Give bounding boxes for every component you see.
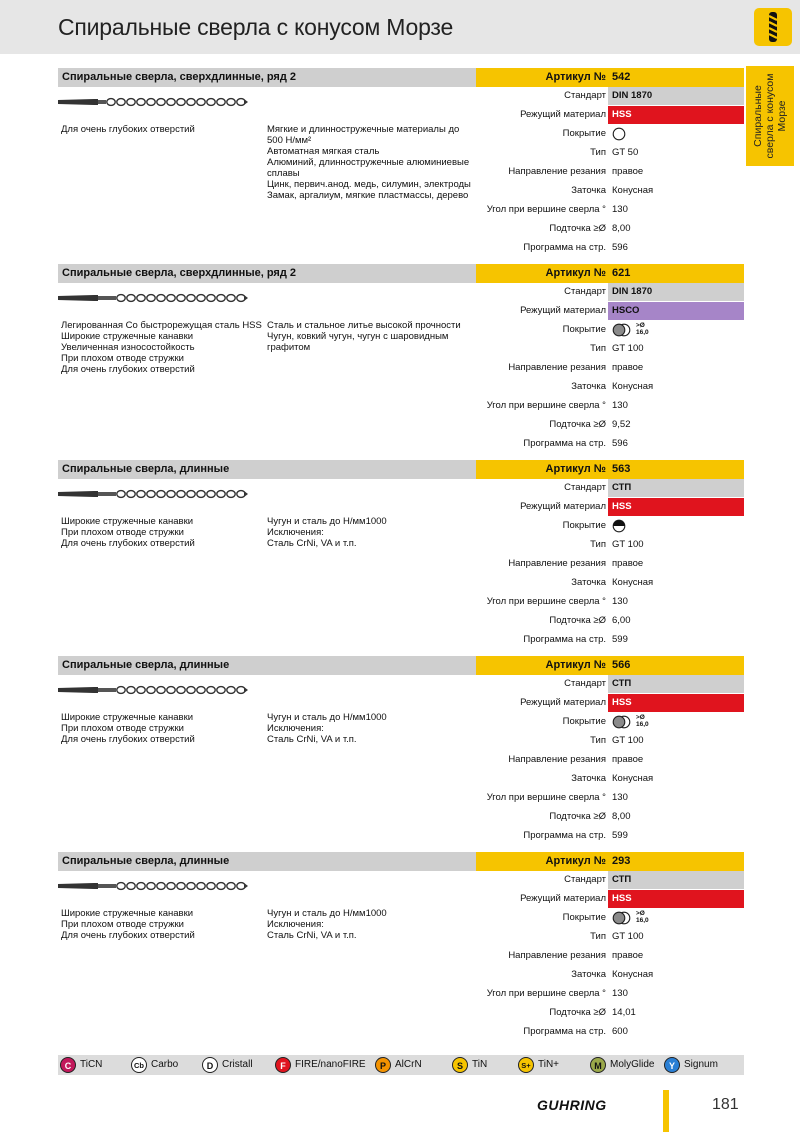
coating-badge-icon: F <box>275 1057 291 1073</box>
grind-value: Конусная <box>612 381 654 392</box>
application-notes <box>61 320 266 375</box>
spec-row-angle <box>476 397 744 415</box>
spec-label: Подточка ≥Ø <box>549 419 606 430</box>
application-note: Широкие стружечные канавки <box>61 516 194 527</box>
spec-row-standard <box>476 675 744 693</box>
material-notes <box>267 908 479 941</box>
spec-row-program <box>476 631 744 649</box>
article-label: Артикул № <box>545 463 606 475</box>
spec-label: Программа на стр. <box>523 242 606 253</box>
article-number[interactable]: 563 <box>612 463 631 475</box>
coating-badge-icon: Y <box>664 1057 680 1073</box>
grind-value: Конусная <box>612 773 654 784</box>
standard-value: DIN 1870 <box>612 90 653 101</box>
material-notes <box>267 516 479 549</box>
drill-illustration-icon <box>58 879 250 897</box>
material-note: Алюминий, длинностружечные алюминиевые <box>267 157 470 168</box>
material-note: Чугун и сталь до Н/мм1000 <box>267 908 387 919</box>
direction-value: правое <box>612 166 644 177</box>
spec-label: Программа на стр. <box>523 830 606 841</box>
spec-label: Покрытие <box>562 128 606 139</box>
spec-label: Стандарт <box>564 482 606 493</box>
program-value: 599 <box>612 634 628 645</box>
coating-threshold: >Ø 16,0 <box>636 322 649 336</box>
spec-row-grind <box>476 770 744 788</box>
sharpen-value: 8,00 <box>612 811 631 822</box>
legend-label: TiN+ <box>538 1059 560 1070</box>
sharpen-value: 8,00 <box>612 223 631 234</box>
type-value: GT 100 <box>612 735 644 746</box>
spec-row-grind <box>476 378 744 396</box>
program-value: 596 <box>612 242 628 253</box>
coating-badge-icon: P <box>375 1057 391 1073</box>
article-label: Артикул № <box>545 71 606 83</box>
material-note: сплавы <box>267 168 300 179</box>
spec-row-sharpen <box>476 808 744 826</box>
spec-label: Заточка <box>571 185 606 196</box>
spec-label: Тип <box>590 343 606 354</box>
side-tab-label: Спиральные сверла с конусом Морзе <box>752 73 788 159</box>
grind-value: Конусная <box>612 185 654 196</box>
type-value: GT 100 <box>612 539 644 550</box>
legend-label: Signum <box>684 1059 718 1070</box>
coating-threshold: >Ø 16,0 <box>636 714 649 728</box>
spec-label: Покрытие <box>562 912 606 923</box>
spec-row-direction <box>476 359 744 377</box>
spec-row-coating <box>476 321 744 339</box>
material-note: Исключения: <box>267 527 324 538</box>
spec-label: Заточка <box>571 969 606 980</box>
spec-row-material <box>476 498 744 516</box>
spec-row-coating <box>476 125 744 143</box>
spec-row-angle <box>476 789 744 807</box>
spec-row-direction <box>476 751 744 769</box>
spec-label: Подточка ≥Ø <box>549 1007 606 1018</box>
grind-value: Конусная <box>612 577 654 588</box>
spec-row-direction <box>476 555 744 573</box>
direction-value: правое <box>612 754 644 765</box>
legend-label: MolyGlide <box>610 1059 655 1070</box>
spec-label: Режущий материал <box>520 501 606 512</box>
material-value-box <box>608 302 744 320</box>
standard-value-box <box>608 87 744 105</box>
material-notes <box>267 712 479 745</box>
standard-value-box <box>608 479 744 497</box>
material-note: Замак, аргалиум, мягкие пластмассы, дерево <box>267 190 469 201</box>
coating-legend <box>58 1055 744 1075</box>
spec-row-angle <box>476 985 744 1003</box>
product-section <box>58 656 744 852</box>
spec-label: Стандарт <box>564 678 606 689</box>
spec-label: Тип <box>590 147 606 158</box>
application-note: При плохом отводе стружки <box>61 527 184 538</box>
angle-value: 130 <box>612 988 628 999</box>
material-note: Цинк, первич.анод. медь, силумин, электроды <box>267 179 471 190</box>
spec-row-material <box>476 694 744 712</box>
article-bar <box>476 656 744 675</box>
legend-label: FIRE/nanoFIRE <box>295 1059 366 1070</box>
coating-badge-icon: S <box>452 1057 468 1073</box>
application-note: Для очень глубоких отверстий <box>61 538 195 549</box>
application-notes <box>61 712 266 745</box>
spec-label: Тип <box>590 931 606 942</box>
standard-value-box <box>608 283 744 301</box>
legend-label: Cristall <box>222 1059 253 1070</box>
spec-row-type <box>476 732 744 750</box>
brand-logo: GUHRING <box>537 1097 607 1113</box>
spec-row-type <box>476 536 744 554</box>
spec-label: Тип <box>590 735 606 746</box>
coating-badge-icon: D <box>202 1057 218 1073</box>
standard-value: СТП <box>612 874 632 885</box>
application-note: Для очень глубоких отверстий <box>61 734 195 745</box>
spec-label: Режущий материал <box>520 893 606 904</box>
legend-label: TiN <box>472 1059 488 1070</box>
material-note: Мягкие и длинностружечные материалы до <box>267 124 460 135</box>
program-value: 596 <box>612 438 628 449</box>
spec-row-direction <box>476 947 744 965</box>
spec-row-material <box>476 890 744 908</box>
program-value: 600 <box>612 1026 628 1037</box>
application-notes <box>61 124 266 135</box>
spec-label: Программа на стр. <box>523 1026 606 1037</box>
material-value: HSS <box>612 501 632 512</box>
material-value: HSS <box>612 109 632 120</box>
type-value: GT 50 <box>612 147 639 158</box>
coating-badge-icon: M <box>590 1057 606 1073</box>
spec-label: Программа на стр. <box>523 438 606 449</box>
spec-row-sharpen <box>476 220 744 238</box>
page-title: Спиральные сверла с конусом Морзе <box>58 14 454 40</box>
spec-row-sharpen <box>476 1004 744 1022</box>
spec-row-material <box>476 106 744 124</box>
product-section <box>58 68 744 264</box>
coating-badge-icon: C <box>60 1057 76 1073</box>
legend-label: TiCN <box>80 1059 103 1070</box>
application-notes <box>61 908 266 941</box>
coating-threshold: >Ø 16,0 <box>636 910 649 924</box>
coating-badge-icon: S+ <box>518 1057 534 1073</box>
spec-label: Стандарт <box>564 874 606 885</box>
article-label: Артикул № <box>545 659 606 671</box>
spec-row-standard <box>476 283 744 301</box>
application-note: Для очень глубоких отверстий <box>61 124 195 135</box>
spec-label: Тип <box>590 539 606 550</box>
spec-label: Угол при вершине сверла ° <box>486 400 606 411</box>
spec-row-standard <box>476 479 744 497</box>
direction-value: правое <box>612 558 644 569</box>
application-note: При плохом отводе стружки <box>61 723 184 734</box>
spec-row-type <box>476 928 744 946</box>
standard-value-box <box>608 871 744 889</box>
article-number[interactable]: 621 <box>612 267 631 279</box>
spec-row-program <box>476 239 744 257</box>
material-note: Чугун и сталь до Н/мм1000 <box>267 712 387 723</box>
material-value-box <box>608 694 744 712</box>
spec-row-coating <box>476 713 744 731</box>
article-number[interactable]: 566 <box>612 659 631 671</box>
material-note: Исключения: <box>267 919 324 930</box>
spec-label: Угол при вершине сверла ° <box>486 988 606 999</box>
section-title: Спиральные сверла, длинные <box>62 855 230 867</box>
spec-row-material <box>476 302 744 320</box>
spec-label: Заточка <box>571 381 606 392</box>
section-title: Спиральные сверла, сверхдлинные, ряд 2 <box>62 71 297 83</box>
spec-row-standard <box>476 871 744 889</box>
application-note: Широкие стружечные канавки <box>61 331 194 342</box>
spec-row-angle <box>476 201 744 219</box>
section-title-bar <box>58 656 476 675</box>
material-note: Чугун и сталь до Н/мм1000 <box>267 516 387 527</box>
spec-label: Направление резания <box>508 754 606 765</box>
material-value-box <box>608 890 744 908</box>
application-notes <box>61 516 266 549</box>
section-title-bar <box>58 68 476 87</box>
gold-stripe <box>663 1090 669 1132</box>
spec-label: Программа на стр. <box>523 634 606 645</box>
spec-label: Подточка ≥Ø <box>549 223 606 234</box>
spec-label: Режущий материал <box>520 109 606 120</box>
section-title-bar <box>58 264 476 283</box>
spec-row-grind <box>476 182 744 200</box>
spec-label: Заточка <box>571 773 606 784</box>
spec-row-type <box>476 144 744 162</box>
spec-label: Направление резания <box>508 950 606 961</box>
spec-row-grind <box>476 574 744 592</box>
grind-value: Конусная <box>612 969 654 980</box>
material-value-box <box>608 106 744 124</box>
spec-label: Покрытие <box>562 324 606 335</box>
angle-value: 130 <box>612 792 628 803</box>
direction-value: правое <box>612 950 644 961</box>
spec-row-coating <box>476 517 744 535</box>
spec-label: Направление резания <box>508 166 606 177</box>
standard-value: СТП <box>612 482 632 493</box>
spec-label: Покрытие <box>562 716 606 727</box>
article-bar <box>476 68 744 87</box>
spec-label: Стандарт <box>564 90 606 101</box>
angle-value: 130 <box>612 400 628 411</box>
coating-badge-icon: Cb <box>131 1057 147 1073</box>
drill-illustration-icon <box>58 291 250 309</box>
section-title: Спиральные сверла, сверхдлинные, ряд 2 <box>62 267 297 279</box>
angle-value: 130 <box>612 596 628 607</box>
standard-value-box <box>608 675 744 693</box>
application-note: Увеличенная износостойкость <box>61 342 195 353</box>
spec-row-program <box>476 827 744 845</box>
section-title-bar <box>58 460 476 479</box>
material-value-box <box>608 498 744 516</box>
section-title: Спиральные сверла, длинные <box>62 463 230 475</box>
drill-logo-icon <box>754 8 792 46</box>
material-notes <box>267 124 479 201</box>
article-label: Артикул № <box>545 855 606 867</box>
spec-label: Режущий материал <box>520 305 606 316</box>
spec-label: Покрытие <box>562 520 606 531</box>
legend-label: AlCrN <box>395 1059 422 1070</box>
product-section <box>58 264 744 460</box>
side-tab <box>746 66 794 166</box>
spec-row-type <box>476 340 744 358</box>
material-note: графитом <box>267 342 311 353</box>
angle-value: 130 <box>612 204 628 215</box>
spec-label: Угол при вершине сверла ° <box>486 204 606 215</box>
standard-value: DIN 1870 <box>612 286 653 297</box>
spec-row-program <box>476 1023 744 1041</box>
sharpen-value: 6,00 <box>612 615 631 626</box>
material-note: Сталь CrNi, VA и т.п. <box>267 734 357 745</box>
direction-value: правое <box>612 362 644 373</box>
spec-row-direction <box>476 163 744 181</box>
material-note: Сталь CrNi, VA и т.п. <box>267 538 357 549</box>
page-number: 181 <box>712 1096 739 1113</box>
spec-row-sharpen <box>476 612 744 630</box>
product-section <box>58 852 744 1048</box>
section-title-bar <box>58 852 476 871</box>
sharpen-value: 14,01 <box>612 1007 636 1018</box>
spec-row-angle <box>476 593 744 611</box>
spec-label: Стандарт <box>564 286 606 297</box>
spec-label: Направление резания <box>508 362 606 373</box>
application-note: Для очень глубоких отверстий <box>61 364 195 375</box>
material-note: Сталь CrNi, VA и т.п. <box>267 930 357 941</box>
program-value: 599 <box>612 830 628 841</box>
article-bar <box>476 264 744 283</box>
spec-label: Режущий материал <box>520 697 606 708</box>
material-value: HSS <box>612 893 632 904</box>
article-number[interactable]: 293 <box>612 855 631 867</box>
material-note: 500 Н/мм² <box>267 135 312 146</box>
article-bar <box>476 852 744 871</box>
application-note: При плохом отводе стружки <box>61 919 184 930</box>
material-note: Автоматная мягкая сталь <box>267 146 380 157</box>
spec-row-coating <box>476 909 744 927</box>
application-note: Легированная Со быстрорежущая сталь HSS <box>61 320 262 331</box>
application-note: Широкие стружечные канавки <box>61 712 194 723</box>
material-value: HSS <box>612 697 632 708</box>
type-value: GT 100 <box>612 931 644 942</box>
drill-illustration-icon <box>58 683 250 701</box>
standard-value: СТП <box>612 678 632 689</box>
drill-illustration-icon <box>58 95 250 113</box>
spec-label: Угол при вершине сверла ° <box>486 792 606 803</box>
product-section <box>58 460 744 656</box>
material-note: Чугун, ковкий чугун, чугун с шаровидным <box>267 331 449 342</box>
spec-label: Угол при вершине сверла ° <box>486 596 606 607</box>
spec-label: Направление резания <box>508 558 606 569</box>
material-notes <box>267 320 479 353</box>
legend-label: Carbo <box>151 1059 179 1070</box>
article-bar <box>476 460 744 479</box>
sharpen-value: 9,52 <box>612 419 631 430</box>
application-note: Для очень глубоких отверстий <box>61 930 195 941</box>
material-value: HSCO <box>612 305 640 316</box>
application-note: Широкие стружечные канавки <box>61 908 194 919</box>
section-title: Спиральные сверла, длинные <box>62 659 230 671</box>
drill-illustration-icon <box>58 487 250 505</box>
application-note: При плохом отводе стружки <box>61 353 184 364</box>
material-note: Исключения: <box>267 723 324 734</box>
spec-row-standard <box>476 87 744 105</box>
article-label: Артикул № <box>545 267 606 279</box>
material-note: Сталь и стальное литье высокой прочности <box>267 320 461 331</box>
type-value: GT 100 <box>612 343 644 354</box>
spec-row-program <box>476 435 744 453</box>
spec-row-grind <box>476 966 744 984</box>
spec-label: Подточка ≥Ø <box>549 615 606 626</box>
spec-row-sharpen <box>476 416 744 434</box>
spec-label: Заточка <box>571 577 606 588</box>
spec-label: Подточка ≥Ø <box>549 811 606 822</box>
article-number[interactable]: 542 <box>612 71 631 83</box>
